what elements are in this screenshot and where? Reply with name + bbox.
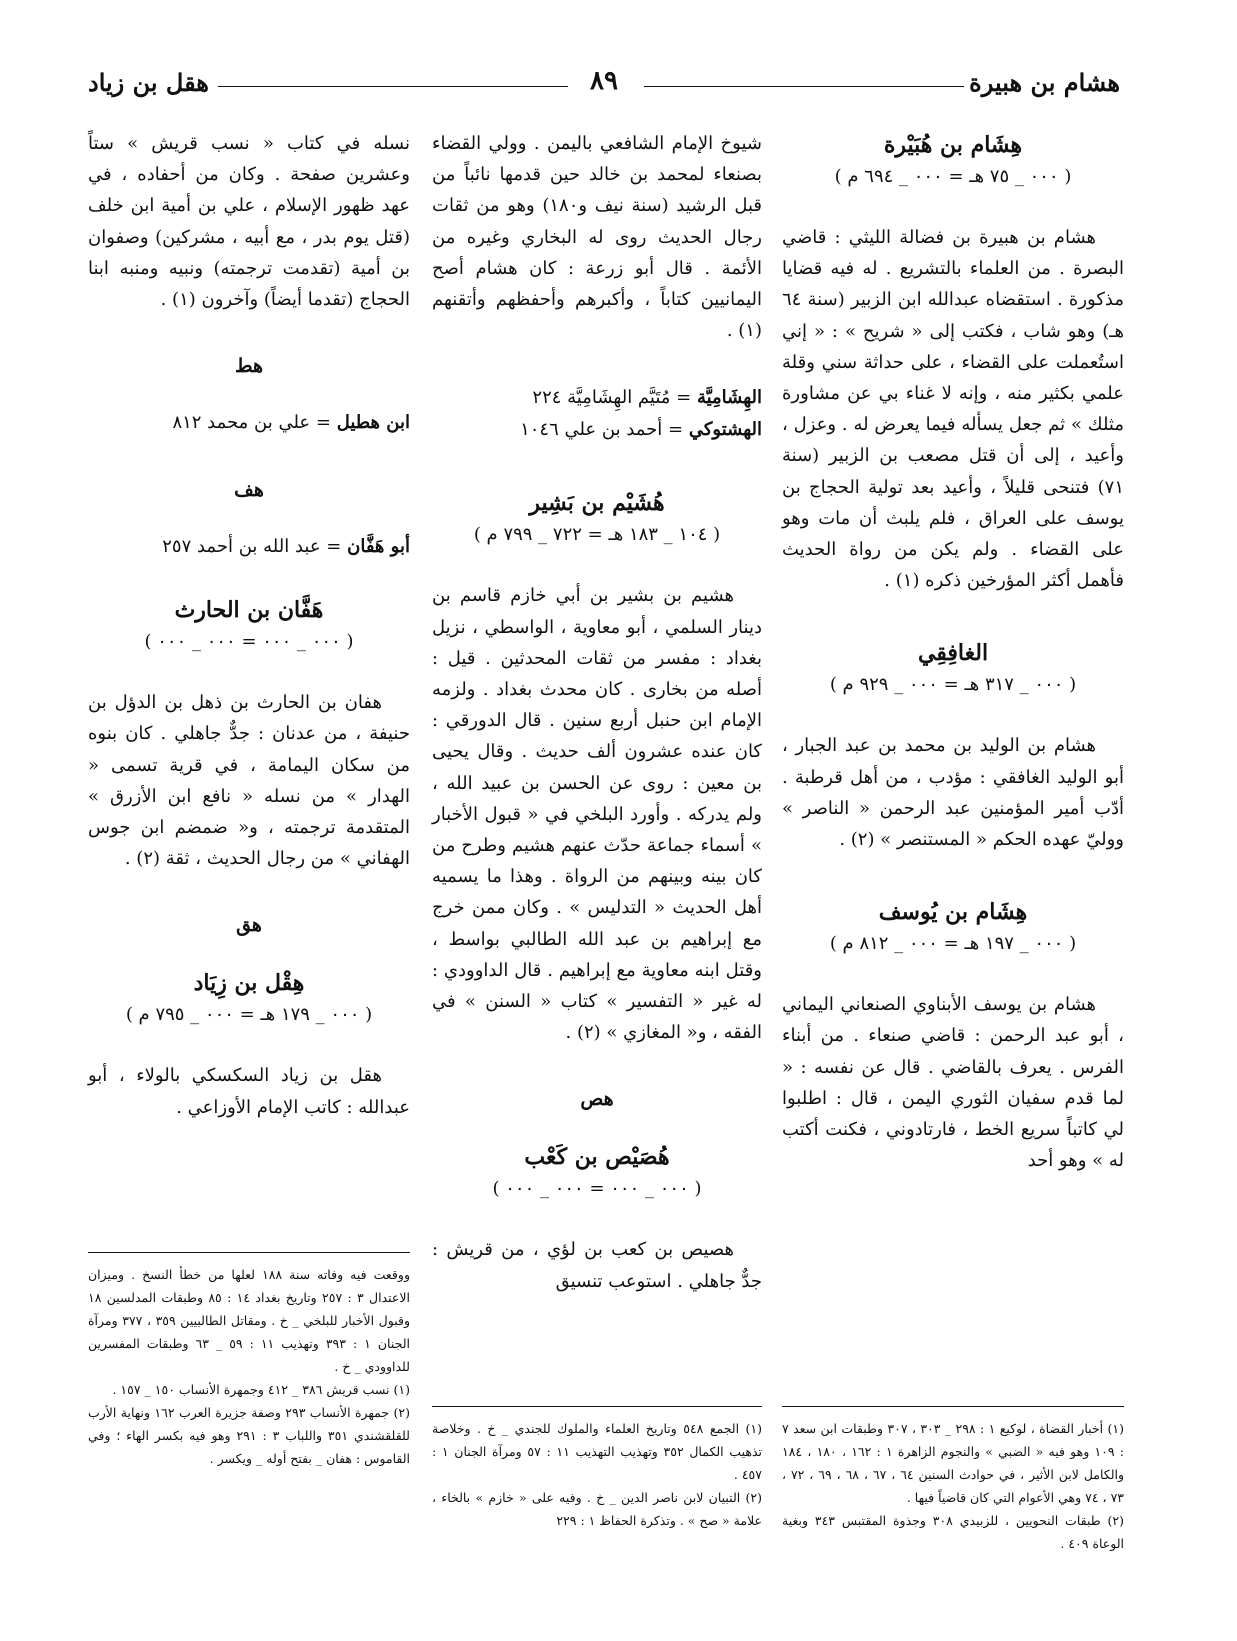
footnotes-left: [88, 1252, 410, 1470]
entry-title: هُشَيْم بن بَشِير: [529, 490, 665, 517]
column-right: [782, 128, 1124, 1176]
letter-group-heading: هط: [234, 355, 264, 378]
entry-text: نسله في كتاب « نسب قريش » ستاً وعشرين صفحة . وكان من أحفاده ، في عهد ظهور الإسلام ، علي بن أمية ابن خلف (قتل يوم بدر ، مع أبيه ، مشركين) وصفوان بن أمية (تقدمت ترجمته) ونبيه ومنبه ابنا الحجاج (تقدما أيضاً) وآخرون (١) .: [88, 133, 410, 311]
header-rule-right: [644, 86, 964, 87]
entry-title: الغافِقِي: [917, 640, 989, 667]
letter-group-heading: هق: [236, 914, 262, 937]
entry-title: هِشَام بن يُوسف: [878, 899, 1028, 926]
entry-dates: ( ٠٠٠ _ ١٧٩ هـ = ٠٠٠ _ ٧٩٥ م ): [125, 1004, 373, 1026]
cross-reference: الهِشَامِيَّة = مُتَيَّم الهِشَامِيَّة ٢٢٤: [532, 387, 762, 409]
entry-text: هفان بن الحارث بن ذهل بن الدؤل بن حنيفة ، من عدنان : جدٌّ جاهلي . كان بنوه من سكان اليمامة ، في قرية تسمى « الهدار » من نسله « نافع ابن الأزرق » المتقدمة ترجمته ، و« ضمضم ابن جوس الهفاني » من رجال الحديث ، ثقة (٢) .: [88, 692, 410, 870]
entry-dates: ( ٠٠٠ _ ١٩٧ هـ = ٠٠٠ _ ٨١٢ م ): [829, 933, 1077, 955]
footnote: ووقعت فيه وفاته سنة ١٨٨ لعلها من خطأ النسخ . وميزان الاعتدال ٣ : ٢٥٧ وتاريخ بغداد ١٤ : ٨٥ وطبقات المدلسين ١٨ وقبول الأخبار للبلخي _ خ . ومقاتل الطالبيين ٣٥٩ ، ٣٧٧ ومرآة الجنان ١ : ٣٩٣ وتهذيب ١١ : ٥٩ _ ٦٣ وطبقات المفسرين للداوودي _ خ .: [88, 1267, 411, 1374]
letter-group-heading: هص: [580, 1088, 614, 1111]
entry-dates: ( ٠٠٠ _ ٧٥ هـ = ٠٠٠ _ ٦٩٤ م ): [834, 166, 1072, 187]
footnote: (١) الجمع ٥٤٨ وتاريخ العلماء والملوك للجندي _ خ . وخلاصة تذهيب الكمال ٣٥٢ وتهذيب التهذيب ١١ : ٥٧ ومرآة الجنان ١ : ٤٥٧ .: [432, 1421, 762, 1482]
entry-text: هقل بن زياد السكسكي بالولاء ، أبو عبدالله : كاتب الإمام الأوزاعي .: [88, 1065, 410, 1118]
entry-dates: ( ٠٠٠ _ ٠٠٠ = ٠٠٠ _ ٠٠٠ ): [144, 631, 354, 653]
entry-text: هشام بن يوسف الأبناوي الصنعاني اليماني ، أبو عبد الرحمن : قاضي صنعاء . من أبناء الفرس . يعرف بالقاضي . قال عن نفسه : « لما قدم سفيان الثوري اليمن ، قال : اطلبوا لي كاتباً سريع الخط ، فارتادوني ، فكنت أكتب له » وهو أحد: [782, 994, 1124, 1172]
letter-group-heading: هف: [234, 479, 264, 502]
entry-title: هُصَيْص بن كَعْب: [524, 1144, 670, 1171]
cross-reference: الهشتوكي = أحمد بن علي ١٠٤٦: [520, 419, 762, 441]
entry-text: هشام بن هبيرة بن فضالة الليثي : قاضي البصرة . من العلماء بالتشريع . له فيه قضايا مذكورة . استقضاه عبدالله ابن الزبير (سنة ٦٤ هـ) وهو شاب ، فكتب إلى « شريح » : « إني استُعملت على القضاء ، على حداثة سني وقلة علمي بكثير منه ، وإنه لا غناء بي عن مشاورة مثلك » ثم جعل يسأله فيما يعرض له . وعزل ، وأعيد ، إلى أن قتل مصعب بن الزبير (سنة ٧١) فتنحى قليلاً ، وأعيد بعد تولية الحجاج بن يوسف على العراق ، فلم يلبث أن مات وهو على القضاء . ولم يكن من رواة الحديث فأهمل أكثر المؤرخين ذكره (١) .: [782, 227, 1124, 592]
entry-text: هشيم بن بشير بن أبي خازم قاسم بن دينار السلمي ، أبو معاوية ، الواسطي ، نزيل بغداد : مفسر من ثقات المحدثين . قيل : أصله من بخارى . كان محدث بغداد . ولزمه الإمام ابن حنبل أربع سنين . قال الدورقي : كان عنده عشرون ألف حديث . وقال يحيى بن معين : روى عن الحسن بن عبيد الله ، ولم يدركه . وأورد البلخي في « قبول الأخبار » أسماء جماعة حدّث عنهم هشيم وطرح من كان بينه وبينهم من الرواة . وهذا ما يسميه أهل الحديث « التدليس » . وكان ممن خرج مع إبراهيم بن عبد الله الطالبي بواسط ، وقتل ابنه معاوية مع إبراهيم . قال الداوودي : له غير « التفسير » كتاب « السنن » في الفقه ، و« المغازي » (٢) .: [432, 585, 762, 1044]
entry-title: هِقْل بن زِيَاد: [193, 970, 305, 997]
entry-title: هَفَّان بن الحارث: [174, 597, 324, 624]
cross-reference: أبو هَفَّان = عبد الله بن أحمد ٢٥٧: [162, 536, 410, 558]
footnote: (٢) جمهرة الأنساب ٢٩٣ وصفة جزيرة العرب ١٦٢ ونهاية الأرب للقلقشندي ٣٥١ واللباب ٣ : ٢٩١ وهو فيه بكسر الهاء ؛ وفي القاموس : هفان _ بفتح أوله _ ويكسر .: [88, 1405, 410, 1466]
entry-text: هشام بن الوليد بن محمد بن عبد الجبار ، أبو الوليد الغافقي : مؤدب ، من أهل قرطبة . أدّب أمير المؤمنين عبد الرحمن « الناصر » ووليّ عهده الحكم « المستنصر » (٢) .: [782, 735, 1124, 851]
header-left-title: هقل بن زياد: [88, 68, 209, 97]
entry-text: شيوخ الإمام الشافعي باليمن . وولي القضاء بصنعاء لمحمد بن خالد حين قدمها نائباً من قبل الرشيد (سنة نيف و١٨٠) وهو من ثقات رجال الحديث روى له البخاري وغيره من الأئمة . قال أبو زرعة : كان هشام أصح اليمانيين كتاباً ، وأكبرهم وأحفظهم وأتقنهم (١) .: [432, 133, 762, 342]
page-number: ٨٩: [580, 66, 628, 96]
footnotes-right: [782, 1406, 1124, 1555]
running-header: [88, 62, 1120, 112]
cross-reference: ابن هطيل = علي بن محمد ٨١٢: [172, 412, 410, 434]
footnote: (١) أخبار القضاة ، لوكيع ١ : ٢٩٨ _ ٣٠٣ ، ٣٠٧ وطبقات ابن سعد ٧ : ١٠٩ وهو فيه « الضبي » والنجوم الزاهرة ١ : ١٦٢ ، ١٨٠ ، ١٨٤ والكامل لابن الأثير ، في حوادث السنين ٦٤ ، ٦٧ ، ٦٨ ، ٦٩ ، ٧٢ ، ٧٣ ، ٧٤ وهي الأعوام التي كان قاضياً فيها .: [782, 1421, 1125, 1505]
footnote: (١) نسب قريش ٣٨٦ _ ٤١٢ وجمهرة الأنساب ١٥٠ _ ١٥٧ .: [112, 1382, 410, 1397]
header-rule-left: [218, 86, 568, 87]
footnotes-middle: [432, 1406, 762, 1532]
header-right-title: هشام بن هبيرة: [969, 68, 1120, 97]
entry-text: هصيص بن كعب بن لؤي ، من قريش : جدٌّ جاهلي . استوعب تنسيق: [432, 1239, 762, 1292]
column-middle: [432, 128, 762, 1297]
footnote: (٢) التبيان لابن ناصر الدين _ خ . وفيه على « خازم » بالخاء ، علامة « صح » . وتذكرة الحفاظ ١ : ٢٢٩: [432, 1490, 762, 1528]
column-left: [88, 128, 410, 1123]
footnote: (٢) طبقات النحويين ، للزبيدي ٣٠٨ وجذوة المقتبس ٣٤٣ وبغية الوعاة ٤٠٩ .: [782, 1513, 1124, 1551]
entry-dates: ( ٠٠٠ _ ٠٠٠ = ٠٠٠ _ ٠٠٠ ): [492, 1178, 702, 1200]
entry-dates: ( ٠٠٠ _ ٣١٧ هـ = ٠٠٠ _ ٩٢٩ م ): [829, 674, 1077, 696]
entry-title: هِشَام بن هُبَيْرة: [883, 132, 1023, 158]
entry-dates: ( ١٠٤ _ ١٨٣ هـ = ٧٢٢ _ ٧٩٩ م ): [473, 524, 721, 546]
